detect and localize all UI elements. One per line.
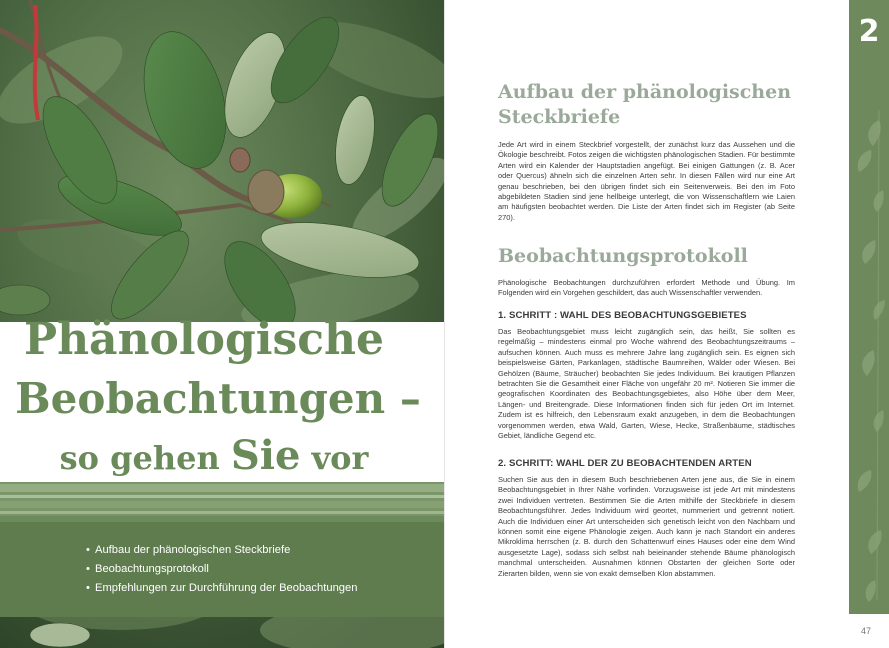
title-prefix: so gehen — [59, 439, 231, 477]
decorative-stripes — [0, 482, 444, 522]
step1-heading: 1. SCHRITT : WAHL DES BEOBACHTUNGSGEBIETES — [498, 310, 747, 321]
step1-text: Das Beobachtungsgebiet muss leicht zugänglich sein, das heißt, Sie sollten es regelmäßig – mindestens einmal pro Woche während des Beobachtungszeitraums – aufsuchen können. Auch muss es mehrere Jahre lang zugänglich sein. Es eignen sich beispielsweise Gärten, Parkanlagen, städtische Baumreihen, Wälder oder Wiesen. Bei Gehölzen (Bäume, Sträucher) beobachten Sie jedes Individuum. Bei krautigen Pflanzen betrachten Sie die Gesamtheit einer Fläche von ungefähr 20 m². Notieren Sie immer die geografischen Koordinaten des Beobachtungsgebietes, also Höhe über dem Meer, Längen- und Breitengrade. Diese Informationen finden sich für jeden Ort im Internet. Zudem ist es hilfreich, den Lebensraum exakt anzugeben, in dem die Beobachtungen vorgenommen werden, etwa Wald, Garten, Wiese, Hecke, Straßenbäume, städtisches Gebiet, ländliche Gegend etc. — [498, 327, 795, 441]
right-page — [445, 0, 889, 648]
summary-list — [86, 541, 357, 598]
section-text-aufbau: Jede Art wird in einem Steckbrief vorgestellt, der zunächst kurz das Aussehen und die Ökologie beschreibt. Fotos zeigen die wichtigsten phänologischen Stadien. Für bestimmte Arten wird ein Kalender der Hauptstadien angefügt. Bei einigen Gattungen (z. B. Acer oder Quercus) ähneln sich die einzelnen Arten sehr. In diesen Fällen wird nur eine Art genau beschrieben, bei den übrigen findet sich ein Seitenverweis. Bei den im Foto abgebildeten Stadien sind jene hellbeige unterlegt, die von Wissenschaftlern wie Laien am häufigsten beobachtet werden. Die Liste der Arten findet sich im Register (ab Seite 270). — [498, 140, 795, 222]
title-emphasis: Sie — [230, 432, 301, 479]
leaf-pattern-decoration — [849, 0, 889, 614]
step2-text: Suchen Sie aus den in diesem Buch beschriebenen Arten jene aus, die Sie in einem Beobachtungsgebiet in Ihrer Nähe vorfinden. Vorzugsweise ist jede Art mit mindestens zwei Individuen vertreten. Bestimmen Sie die Arten mithilfe der Steckbriefe in diesem Beobachtungsführer. Jedes Individuum wird geortet, nummeriert und getrennt notiert. Auch die Individuen einer Art unterscheiden sich genetisch leicht von den Nachbarn und können somit eine eigene Phänologie zeigen. Auch kann je nach Standort ein anderes Mikroklima herrschen (z. B. durch den Schattenwurf eines Hauses oder eine dem Wind ausgesetzte Lage), sodass sich selbst nah beieinander stehende Bäume phänologisch manchmal unterscheiden. Ausnahmen können Obstarten der gleichen Sorte oder Zierarten bilden, wenn sie von exakt demselben Klon abstammen. — [498, 475, 795, 578]
chapter-side-bar — [849, 0, 889, 614]
page-number: 47 — [861, 626, 872, 636]
section-intro-protokoll: Phänologische Beobachtungen durchzuführen erfordert Methode und Übung. Im Folgenden wird ein Vorgehen geschildert, das auch Wissenschaftler verwenden. — [498, 278, 795, 298]
section-heading-protokoll: Beobachtungsprotokoll — [498, 245, 748, 267]
summary-item: • Empfehlungen zur Durchführung der Beobachtungen — [86, 579, 357, 598]
section-heading-aufbau: Aufbau der phänologischen Steckbriefe — [498, 81, 792, 128]
chapter-number: 2 — [858, 14, 880, 49]
chapter-title-line-3 — [0, 432, 436, 479]
left-page — [0, 0, 444, 648]
chapter-title-line-1: Phänologische — [23, 314, 384, 365]
summary-panel — [0, 522, 444, 617]
chapter-title-line-2: Beobachtungen – — [15, 374, 421, 423]
summary-item: • Aufbau der phänologischen Steckbriefe — [86, 541, 357, 560]
title-suffix: vor — [300, 439, 369, 477]
summary-item: • Beobachtungsprotokoll — [86, 560, 357, 579]
step2-heading: 2. SCHRITT: WAHL DER ZU BEOBACHTENDEN ARTEN — [498, 458, 752, 469]
